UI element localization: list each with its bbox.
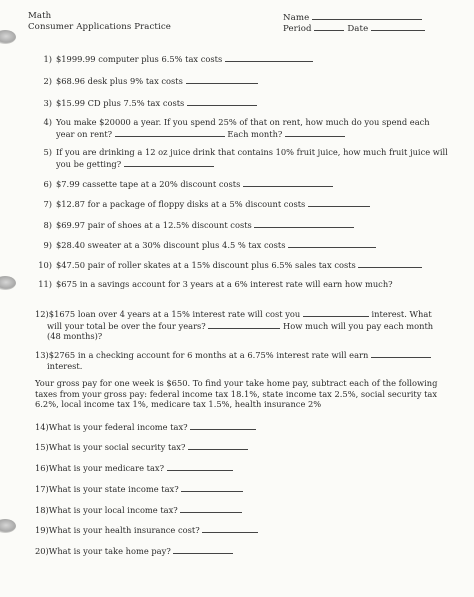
answer-blank[interactable] [358,259,422,268]
question-8: 8) $69.97 pair of shoes at a 12.5% discount costs [35,219,455,231]
answer-blank[interactable] [254,219,354,228]
period-label: Period [283,24,312,34]
answer-blank[interactable] [225,53,313,62]
answer-blank[interactable] [190,421,256,430]
question-10: 10) $47.50 pair of roller skates at a 15% discount plus 6.5% sales tax costs [35,259,455,271]
question-14: 14)What is your federal income tax? [35,421,455,433]
question-1: 1) $1999.99 computer plus 6.5% tax costs [35,53,455,65]
question-17: 17)What is your state income tax? [35,483,455,495]
answer-blank[interactable] [308,198,370,207]
date-label: Date [347,24,369,34]
answer-blank[interactable] [202,524,258,533]
answer-blank[interactable] [285,128,345,137]
question-7: 7) $12.87 for a package of floppy disks at a 5% discount costs [35,198,455,210]
question-6: 6) $7.99 cassette tape at a 20% discount costs [35,178,455,190]
worksheet-title: Consumer Applications Practice [28,22,171,32]
question-20: 20)What is your take home pay? [35,545,455,557]
answer-blank[interactable] [187,97,257,106]
question-3: 3) $15.99 CD plus 7.5% tax costs [35,97,455,109]
question-16: 16)What is your medicare tax? [35,462,455,474]
period-blank[interactable] [314,22,344,31]
date-blank[interactable] [371,22,425,31]
answer-blank[interactable] [186,75,258,84]
question-15: 15)What is your social security tax? [35,441,455,453]
question-2: 2) $68.96 desk plus 9% tax costs [35,75,455,87]
answer-blank[interactable] [371,349,431,358]
answer-blank[interactable] [188,441,248,450]
subject-label: Math [28,11,52,21]
answer-blank[interactable] [208,320,280,329]
answer-blank[interactable] [180,504,242,513]
answer-blank[interactable] [181,483,243,492]
question-13: 13)$2765 in a checking account for 6 months at a 6.75% interest rate will earn interest. [35,349,455,371]
answer-blank[interactable] [288,239,376,248]
question-4: 4) You make $20000 a year. If you spend 25% of that on rent, how much do you spend each year on rent? Each month? [43,117,430,139]
answer-blank[interactable] [173,545,233,554]
question-11: 11) $675 in a savings account for 3 years at a 6% interest rate will earn how much? [38,279,393,289]
gross-pay-instructions: Your gross pay for one week is $650. To find your take home pay, subtract each of the following taxes from your gross pay: federal income tax 18.1%, state income tax 2.5%, social security tax 6.2%, local income tax 1%, medicare tax 1.5%, health insurance 2% [35,378,438,409]
answer-blank[interactable] [167,462,233,471]
question-9: 9) $28.40 sweater at a 30% discount plus 4.5 % tax costs [35,239,455,251]
punch-hole-top [0,30,16,44]
question-12: 12)$1675 loan over 4 years at a 15% interest rate will cost you interest. What will your total be over the four years? How much will you pay each month (48 months)? [35,309,434,341]
name-label: Name [283,13,310,23]
answer-blank[interactable] [124,158,214,167]
punch-hole-middle [0,276,16,290]
answer-blank[interactable] [243,178,333,187]
question-5: 5) If you are drinking a 12 oz juice drink that contains 10% fruit juice, how much fruit juice will you be getting? [43,147,448,169]
punch-hole-bottom [0,519,16,533]
question-18: 18)What is your local income tax? [35,504,455,516]
answer-blank[interactable] [115,128,225,137]
answer-blank[interactable] [303,308,369,317]
period-date-field[interactable] [283,22,425,34]
question-19: 19)What is your health insurance cost? [35,524,455,536]
name-blank[interactable] [312,11,422,20]
